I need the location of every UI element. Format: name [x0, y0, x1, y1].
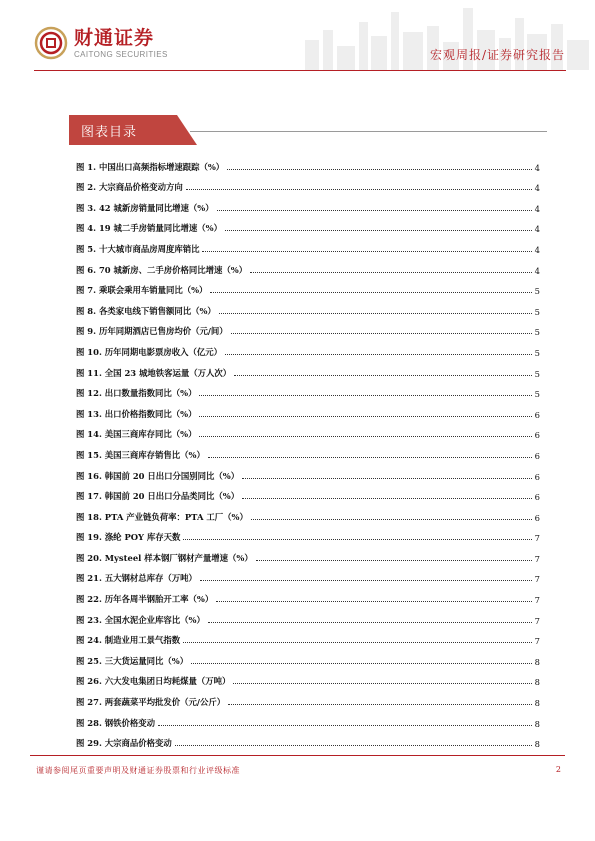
toc-entry-label[interactable]: 图 15. 美国三商库存销售比（%）	[76, 449, 205, 460]
toc-entry-label[interactable]: 图 27. 两套蔬菜平均批发价（元/公斤）	[76, 697, 226, 708]
toc-entry[interactable]	[76, 420, 540, 441]
toc-entry-label[interactable]: 图 13. 出口价格指数同比（%）	[76, 408, 197, 419]
toc-entry-page: 8	[534, 656, 540, 667]
toc-entry-label[interactable]: 图 9. 历年同期酒店已售房均价（元/间）	[76, 326, 228, 337]
toc-entry-page: 8	[534, 677, 540, 688]
toc-entry[interactable]	[76, 440, 540, 461]
toc-entry[interactable]	[76, 296, 540, 317]
toc-entry[interactable]	[76, 234, 540, 255]
toc-entry[interactable]	[76, 193, 540, 214]
page-header	[0, 0, 595, 92]
toc-entry[interactable]	[76, 646, 540, 667]
toc-entry-label[interactable]: 图 24. 制造业用工景气指数	[76, 635, 181, 646]
toc-entry-page: 5	[534, 368, 540, 379]
toc-leader-dots	[219, 312, 532, 314]
toc-leader-dots	[199, 394, 531, 396]
logo-chinese-name: 财通证券	[74, 26, 155, 49]
toc-entry-label[interactable]: 图 19. 涤纶 POY 库存天数	[76, 532, 181, 543]
toc-entry-page: 4	[534, 265, 540, 276]
footer-divider	[30, 755, 565, 756]
toc-entry-page: 6	[534, 471, 540, 482]
toc-leader-dots	[202, 250, 531, 252]
toc-leader-dots	[199, 435, 531, 437]
toc-entry-page: 7	[534, 553, 540, 564]
toc-leader-dots	[175, 744, 532, 746]
table-of-figures	[76, 152, 540, 749]
toc-entry[interactable]	[76, 564, 540, 585]
toc-entry-label[interactable]: 图 16. 韩国前 20 日出口分国别同比（%）	[76, 470, 240, 481]
toc-entry-label[interactable]: 图 28. 钢铁价格变动	[76, 717, 156, 728]
toc-entry-label[interactable]: 图 11. 全国 23 城地铁客运量（万人次）	[76, 367, 232, 378]
toc-leader-dots	[199, 415, 531, 417]
toc-entry-label[interactable]: 图 6. 70 城新房、二手房价格同比增速（%）	[76, 264, 248, 275]
toc-entry-label[interactable]: 图 10. 历年同期电影票房收入（亿元）	[76, 346, 223, 357]
toc-leader-dots	[242, 497, 532, 499]
toc-entry-page: 7	[534, 595, 540, 606]
toc-leader-dots	[208, 456, 532, 458]
toc-entry-label[interactable]: 图 22. 历年各周半钢胎开工率（%）	[76, 594, 214, 605]
toc-entry[interactable]	[76, 461, 540, 482]
toc-entry-page: 8	[534, 739, 540, 750]
toc-leader-dots	[183, 641, 532, 643]
toc-entry-page: 4	[534, 244, 540, 255]
toc-entry[interactable]	[76, 523, 540, 544]
toc-leader-dots	[217, 209, 532, 211]
toc-leader-dots	[234, 374, 532, 376]
toc-entry[interactable]	[76, 729, 540, 750]
toc-entry-label[interactable]: 图 3. 42 城新房销量同比增速（%）	[76, 202, 214, 213]
toc-leader-dots	[251, 518, 532, 520]
toc-entry-page: 7	[534, 533, 540, 544]
disclaimer-note: 谨请参阅尾页重要声明及财通证券股票和行业评级标准	[36, 766, 240, 775]
toc-entry[interactable]	[76, 358, 540, 379]
toc-entry-label[interactable]: 图 20. Mysteel 样本钢厂钢材产量增速（%）	[76, 552, 253, 563]
toc-leader-dots	[216, 600, 531, 602]
toc-leader-dots	[227, 168, 532, 170]
company-logo	[34, 26, 168, 60]
toc-entry-page: 4	[534, 203, 540, 214]
toc-entry[interactable]	[76, 543, 540, 564]
toc-entry[interactable]	[76, 379, 540, 400]
section-title: 图表目录	[81, 125, 138, 140]
toc-entry[interactable]	[76, 214, 540, 235]
toc-leader-dots	[228, 703, 532, 705]
toc-entry[interactable]	[76, 502, 540, 523]
toc-entry-label[interactable]: 图 17. 韩国前 20 日出口分品类同比（%）	[76, 491, 240, 502]
toc-entry[interactable]	[76, 708, 540, 729]
toc-entry[interactable]	[76, 584, 540, 605]
logo-english-name: CAITONG SECURITIES	[74, 49, 168, 59]
toc-entry-page: 4	[534, 183, 540, 194]
toc-entry-label[interactable]: 图 25. 三大货运量同比（%）	[76, 655, 189, 666]
toc-entry-page: 7	[534, 615, 540, 626]
header-divider	[34, 70, 566, 71]
toc-entry[interactable]	[76, 317, 540, 338]
toc-entry-label[interactable]: 图 14. 美国三商库存同比（%）	[76, 429, 197, 440]
toc-leader-dots	[200, 579, 532, 581]
section-divider	[190, 131, 547, 132]
toc-leader-dots	[186, 188, 532, 190]
toc-leader-dots	[191, 662, 532, 664]
toc-entry-page: 6	[534, 430, 540, 441]
toc-entry-page: 5	[534, 306, 540, 317]
toc-entry-page: 6	[534, 512, 540, 523]
toc-entry[interactable]	[76, 173, 540, 194]
toc-entry-label[interactable]: 图 5. 十大城市商品房周度库销比	[76, 243, 200, 254]
toc-entry-label[interactable]: 图 26. 六大发电集团日均耗煤量（万吨）	[76, 676, 231, 687]
toc-entry[interactable]	[76, 337, 540, 358]
toc-entry-label[interactable]: 图 12. 出口数量指数同比（%）	[76, 388, 197, 399]
toc-leader-dots	[242, 477, 532, 479]
toc-entry[interactable]	[76, 255, 540, 276]
page-number: 2	[555, 765, 561, 774]
toc-entry-page: 5	[534, 327, 540, 338]
toc-entry[interactable]	[76, 482, 540, 503]
toc-leader-dots	[225, 353, 532, 355]
toc-entry-page: 6	[534, 492, 540, 503]
toc-entry-page: 8	[534, 698, 540, 709]
toc-entry-page: 5	[534, 347, 540, 358]
toc-entry[interactable]	[76, 687, 540, 708]
toc-entry-label[interactable]: 图 29. 大宗商品价格变动	[76, 738, 172, 749]
toc-entry[interactable]	[76, 152, 540, 173]
toc-entry-page: 7	[534, 636, 540, 647]
toc-entry-page: 4	[534, 162, 540, 173]
toc-leader-dots	[233, 682, 531, 684]
toc-entry-page: 6	[534, 450, 540, 461]
toc-entry-page: 5	[534, 286, 540, 297]
toc-entry[interactable]	[76, 276, 540, 297]
toc-entry-label[interactable]: 图 2. 大宗商品价格变动方向	[76, 182, 183, 193]
toc-entry[interactable]	[76, 626, 540, 647]
toc-entry-page: 4	[534, 224, 540, 235]
toc-entry-label[interactable]: 图 1. 中国出口高频指标增速跟踪（%）	[76, 161, 225, 172]
toc-entry-label[interactable]: 图 18. PTA 产业链负荷率：PTA 工厂（%）	[76, 511, 248, 522]
toc-entry-page: 7	[534, 574, 540, 585]
toc-entry-page: 8	[534, 718, 540, 729]
toc-entry[interactable]	[76, 605, 540, 626]
toc-entry-page: 6	[534, 409, 540, 420]
toc-entry[interactable]	[76, 667, 540, 688]
toc-entry-label[interactable]: 图 23. 全国水泥企业库容比（%）	[76, 614, 205, 625]
document-type: 宏观周报/证券研究报告	[429, 48, 565, 62]
toc-entry-label[interactable]: 图 4. 19 城二手房销量同比增速（%）	[76, 223, 222, 234]
toc-entry-label[interactable]: 图 7. 乘联会乘用车销量同比（%）	[76, 285, 208, 296]
toc-entry-label[interactable]: 图 8. 各类家电线下销售额同比（%）	[76, 305, 216, 316]
toc-leader-dots	[208, 621, 532, 623]
toc-leader-dots	[256, 559, 532, 561]
toc-entry-page: 5	[534, 389, 540, 400]
toc-leader-dots	[231, 332, 532, 334]
toc-entry[interactable]	[76, 399, 540, 420]
toc-leader-dots	[250, 271, 532, 273]
toc-leader-dots	[183, 538, 531, 540]
section-banner	[69, 115, 197, 145]
toc-entry-label[interactable]: 图 21. 五大钢材总库存（万吨）	[76, 573, 197, 584]
logo-coin-icon	[34, 26, 68, 60]
toc-leader-dots	[158, 724, 532, 726]
toc-leader-dots	[210, 291, 531, 293]
toc-leader-dots	[225, 229, 532, 231]
